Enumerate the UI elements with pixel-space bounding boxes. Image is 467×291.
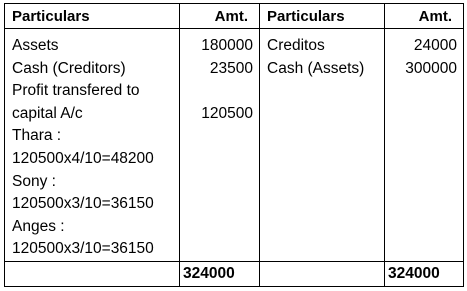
debit-amount-line <box>180 216 259 239</box>
credit-total-label <box>260 261 385 286</box>
debit-particular-line: capital A/c <box>12 104 83 122</box>
debit-particular-line: Thara : <box>12 127 62 145</box>
debit-particular-line: 120500x3/10=36150 <box>12 240 154 258</box>
header-particulars-left: Particulars <box>5 4 180 29</box>
debit-particular-line: Anges : <box>12 217 65 235</box>
debit-total-label <box>5 261 180 286</box>
debit-amounts-list <box>180 29 259 261</box>
debit-particular-line: Cash (Creditors) <box>12 59 126 77</box>
total-row <box>5 261 464 286</box>
debit-particular-line: Sony : <box>12 172 56 190</box>
header-amt-right: Amt. <box>385 4 464 29</box>
debit-particulars-cell <box>5 29 180 262</box>
credit-amount-line: 24000 <box>413 37 457 54</box>
debit-amounts-cell <box>180 29 260 262</box>
debit-amount-line <box>180 171 259 194</box>
header-particulars-right: Particulars <box>260 4 385 29</box>
header-row <box>5 4 464 29</box>
debit-amount-line: 23500 <box>209 59 253 77</box>
debit-amount-line <box>180 148 259 171</box>
debit-total: 324000 <box>180 261 260 286</box>
debit-particular-line: Profit transfered to <box>12 82 140 100</box>
header-amt-left: Amt. <box>180 4 260 29</box>
debit-particular-line: 120500x4/10=48200 <box>12 149 154 167</box>
credit-particular-line: Creditos <box>267 37 325 54</box>
credit-particulars-cell <box>260 29 385 262</box>
debit-amount-line <box>180 193 259 216</box>
debit-particulars-list <box>5 29 179 261</box>
debit-amount-line: 120500 <box>201 104 253 122</box>
credit-particulars-list <box>260 29 384 80</box>
credit-particular-line: Cash (Assets) <box>267 59 365 77</box>
debit-particular-line: Assets <box>12 37 59 54</box>
ledger-table <box>4 3 464 287</box>
credit-total: 324000 <box>385 261 464 286</box>
debit-amount-line <box>180 80 259 103</box>
credit-amounts-cell <box>385 29 464 262</box>
debit-amount-line: 180000 <box>201 37 253 54</box>
credit-amount-line: 300000 <box>405 59 457 77</box>
debit-amount-line <box>180 125 259 148</box>
credit-amounts-list <box>385 29 463 80</box>
body-row <box>5 29 464 262</box>
debit-amount-line <box>180 238 259 261</box>
debit-particular-line: 120500x3/10=36150 <box>12 195 154 213</box>
